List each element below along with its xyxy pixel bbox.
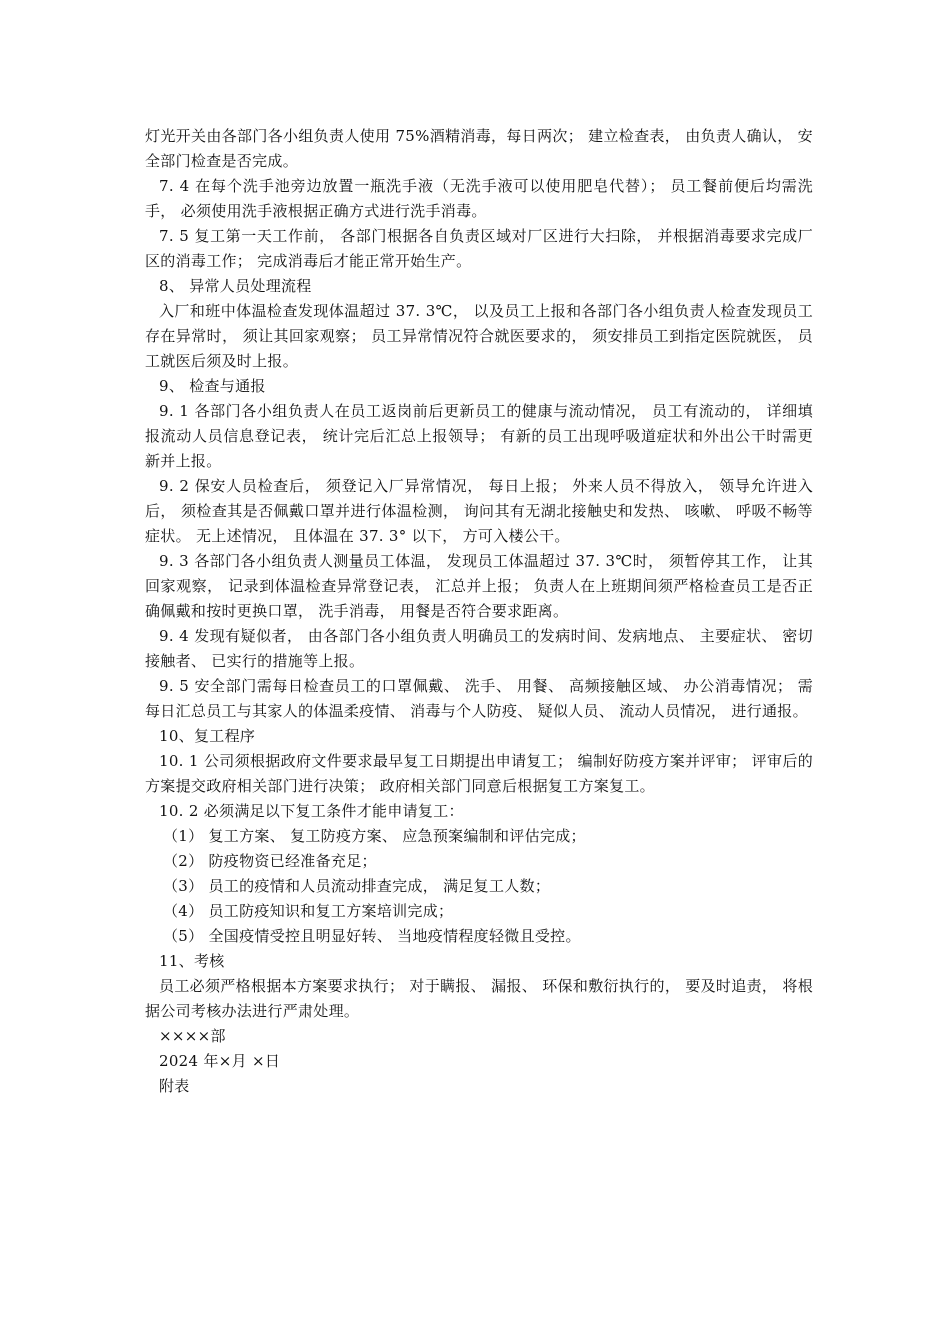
- heading-section-9: 9、 检查与通报: [159, 377, 266, 395]
- paragraph-10-2: 10. 2 必须满足以下复工条件才能申请复工：: [159, 802, 464, 820]
- paragraph-9-3: 9. 3 各部门各小组负责人测量员工体温， 发现员工体温超过 37. 3℃时， 须暂停其工作， 让其回家观察， 记录到体温检查异常登记表， 汇总并上报； 负责人在上班期间须严格检查员工是否正确佩戴和按时更换口罩， 洗手消毒， 用餐是否符合要求距离。: [145, 552, 813, 620]
- paragraph-9-2: 9. 2 保安人员检查后， 须登记入厂异常情况， 每日上报； 外来人员不得放入， 领导允许进入后， 须检查其是否佩戴口罩并进行体温检测， 询问其有无湖北接触史和发热、 咳嗽、 呼吸不畅等症状。 无上述情况， 且体温在 37. 3° 以下， 方可入楼公干。: [145, 477, 813, 545]
- list-item-condition-4: （4） 员工防疫知识和复工方案培训完成；: [163, 902, 454, 920]
- list-item-condition-5: （5） 全国疫情受控且明显好转、 当地疫情程度轻微且受控。: [163, 927, 581, 945]
- list-item-condition-1: （1） 复工方案、 复工防疫方案、 应急预案编制和评估完成；: [163, 827, 586, 845]
- attachment-label: 附表: [159, 1077, 190, 1095]
- paragraph-8-body: 入厂和班中体温检查发现体温超过 37. 3℃， 以及员工上报和各部门各小组负责人检查发现员工存在异常时， 须让其回家观察； 员工异常情况符合就医要求的， 须安排员工到指定医院就医， 员工就医后须及时上报。: [145, 302, 813, 370]
- paragraph-disinfection-switches: 灯光开关由各部门各小组负责人使用 75%酒精消毒，每日两次； 建立检查表， 由负责人确认， 安全部门检查是否完成。: [145, 127, 813, 170]
- paragraph-7-4: 7. 4 在每个洗手池旁边放置一瓶洗手液（无洗手液可以使用肥皂代替）； 员工餐前便后均需洗手， 必须使用洗手液根据正确方式进行洗手消毒。: [145, 177, 813, 220]
- heading-section-11: 11、考核: [159, 952, 225, 970]
- signature-date: 2024 年×月 ×日: [159, 1052, 281, 1070]
- paragraph-11-body: 员工必须严格根据本方案要求执行； 对于瞒报、 漏报、 环保和敷衍执行的， 要及时追责， 将根据公司考核办法进行严肃处理。: [145, 977, 813, 1020]
- paragraph-7-5: 7. 5 复工第一天工作前， 各部门根据各自负责区域对厂区进行大扫除， 并根据消毒要求完成厂区的消毒工作； 完成消毒后才能正常开始生产。: [145, 227, 813, 270]
- list-item-condition-2: （2） 防疫物资已经准备充足；: [163, 852, 377, 870]
- signature-department: ××××部: [159, 1027, 226, 1045]
- paragraph-9-1: 9. 1 各部门各小组负责人在员工返岗前后更新员工的健康与流动情况， 员工有流动的， 详细填报流动人员信息登记表， 统计完后汇总上报领导； 有新的员工出现呼吸道症状和外出公干时需更新并上报。: [145, 402, 813, 470]
- document-body: [145, 124, 813, 1099]
- paragraph-9-4: 9. 4 发现有疑似者， 由各部门各小组负责人明确员工的发病时间、发病地点、 主要症状、 密切接触者、 已实行的措施等上报。: [145, 627, 813, 670]
- heading-section-8: 8、 异常人员处理流程: [159, 277, 312, 295]
- paragraph-10-1: 10. 1 公司须根据政府文件要求最早复工日期提出申请复工； 编制好防疫方案并评审； 评审后的方案提交政府相关部门进行决策； 政府相关部门同意后根据复工方案复工。: [145, 752, 813, 795]
- paragraph-9-5: 9. 5 安全部门需每日检查员工的口罩佩戴、 洗手、 用餐、 高频接触区域、 办公消毒情况； 需每日汇总员工与其家人的体温柔疫情、 消毒与个人防疫、 疑似人员、 流动人员情况， 进行通报。: [145, 677, 813, 720]
- heading-section-10: 10、复工程序: [159, 727, 256, 745]
- list-item-condition-3: （3） 员工的疫情和人员流动排查完成， 满足复工人数；: [163, 877, 551, 895]
